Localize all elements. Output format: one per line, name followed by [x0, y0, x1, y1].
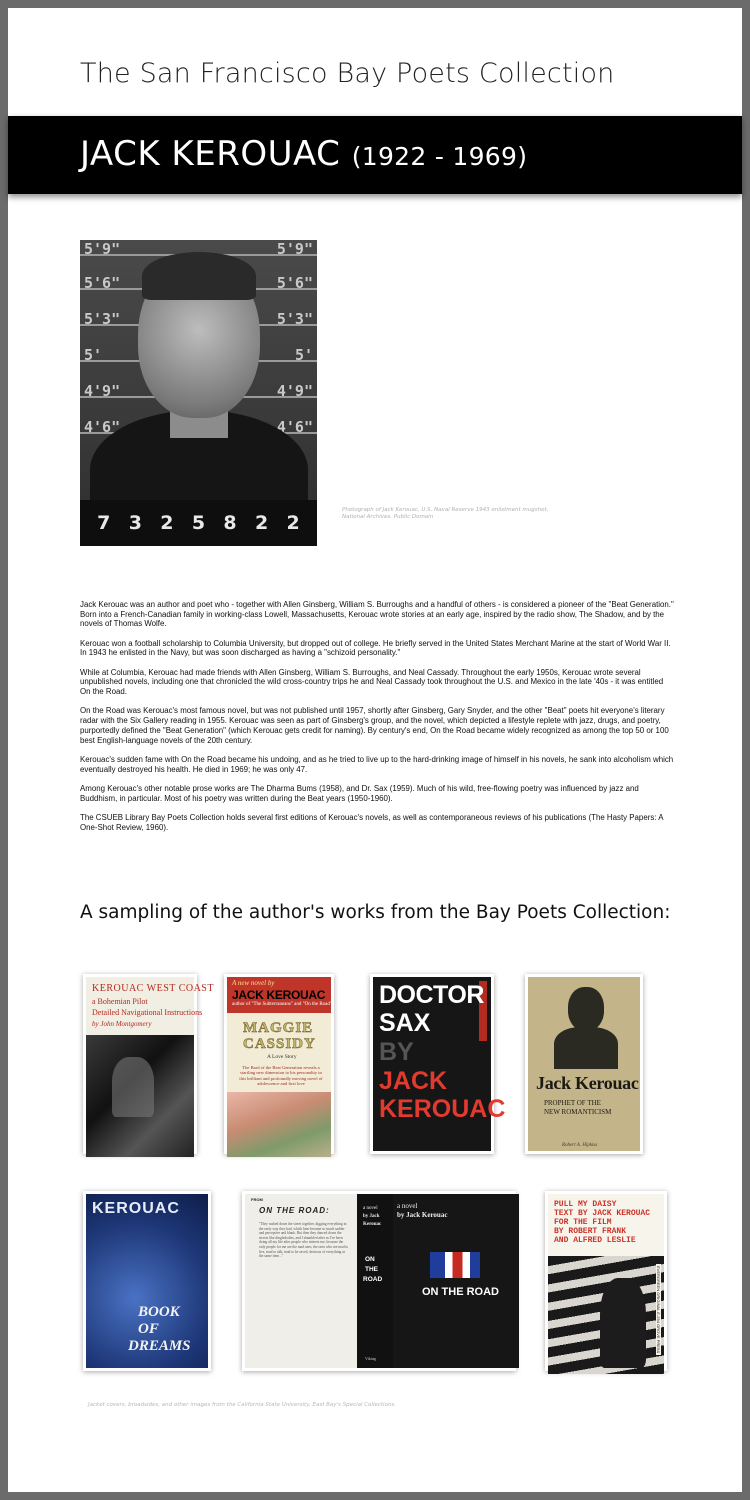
book-tagline: A new novel by	[232, 979, 275, 987]
ruler-mark: 4'6"	[276, 418, 313, 436]
photo-caption-line: National Archives. Public Domain	[342, 514, 434, 520]
bio-paragraph: Kerouac won a football scholarship to Columbia University, but dropped out of college. He briefly served in the United States Merchant Marine at the start of World War II. In 1943 he enlisted in the Navy, but was soon discharged as having a "schizoid personality."	[80, 638, 671, 658]
id-digit: 7	[97, 512, 111, 534]
book-title: OF	[138, 1321, 159, 1337]
back-excerpt: "They rushed down the street together, digging everything in the early way they had, which later became so much sadder and perceptive and blank. But then they danced down the streets like dingledodies, and I shambled after as I've been doing all my life after people who interest me, because the only people for me are the mad ones, the ones who are mad to live, mad to talk, mad to be saved, desirous of everything at the same time..."	[259, 1222, 349, 1259]
spine-title: ON	[365, 1256, 375, 1263]
back-label: FROM	[251, 1197, 263, 1202]
ruler-mark: 5'9"	[84, 240, 121, 258]
ruler-mark: 5'6"	[276, 274, 313, 292]
ruler-mark: 5'3"	[276, 310, 313, 328]
ruler-mark: 5'	[84, 346, 103, 364]
ruler-mark: 5'	[294, 346, 313, 364]
book-cover-kerouac-west-coast	[83, 974, 214, 1154]
bio-paragraph: While at Columbia, Kerouac had made friends with Allen Ginsberg, William S. Burroughs, and Neal Cassady. Throughout the early 1950s, Kerouac wrote several unpublished novels, including one that chronicled the wild cross-country trips he and Neal Cassady took throughout the U.S. and Mexico in the late '40s - it was entitled On the Road.	[80, 667, 664, 697]
book-author: KEROUAC	[379, 1095, 506, 1123]
ruler-mark: 4'9"	[84, 382, 121, 400]
book-cover-doctor-sax	[370, 974, 506, 1154]
book-author: Robert A. Hipkiss	[562, 1143, 598, 1148]
poster	[8, 8, 742, 1492]
book-credit: TEXT BY JACK KEROUAC	[554, 1209, 651, 1218]
id-plate	[80, 500, 317, 546]
author-heading	[80, 134, 527, 174]
book-title: DOCTOR	[379, 981, 484, 1009]
id-digit: 2	[254, 512, 269, 534]
book-credit: AND ALFRED LESLIE	[554, 1236, 636, 1245]
author-portrait	[80, 240, 317, 546]
book-cover-illustration	[554, 987, 618, 1069]
book-front	[393, 1194, 519, 1368]
book-cover-prophet	[525, 974, 643, 1154]
book-byline: BY	[379, 1038, 414, 1066]
id-digit: 2	[286, 512, 300, 534]
spine-title: ROAD	[363, 1276, 383, 1283]
book-cover-maggie-cassidy	[224, 974, 334, 1154]
flag-graphic	[430, 1252, 480, 1278]
book-title: Jack Kerouac	[536, 1073, 639, 1093]
ruler-mark: 5'9"	[276, 240, 313, 258]
book-cover-book-of-dreams	[83, 1191, 211, 1371]
photo-caption-line: Photograph of Jack Kerouac, U.S. Naval Reserve 1943 enlistment mugshot,	[342, 507, 549, 513]
bio-paragraph: Kerouac's sudden fame with On the Road became his undoing, and as he tried to live up to the hard-drinking image of himself in his novels, he sank into alcoholism which eventually destroyed his health. He died in 1969; he was only 47.	[80, 754, 674, 774]
book-author: JACK KEROUAC	[232, 988, 326, 1002]
author-banner	[8, 116, 742, 194]
author-name: JACK KEROUAC	[80, 134, 341, 174]
book-title: SAX	[379, 1009, 431, 1037]
book-subtitle: a Bohemian Pilot	[92, 997, 148, 1006]
book-title: CASSIDY	[243, 1036, 316, 1052]
id-digit: 2	[160, 512, 174, 534]
spine-text: a novel	[363, 1206, 378, 1211]
book-credit: FOR THE FILM	[554, 1218, 612, 1227]
book-subtitle: NEW ROMANTICISM	[544, 1108, 612, 1116]
book-cover-photo	[86, 1035, 194, 1157]
author-dates: (1922 - 1969)	[351, 142, 528, 171]
ruler-mark: 5'3"	[84, 310, 121, 328]
book-cover-art	[227, 1092, 331, 1157]
book-credit: BY ROBERT FRANK	[554, 1227, 627, 1236]
bio-paragraph: On the Road was Kerouac's most famous novel, but was not published until 1957, shortly after Ginsberg, Gary Snyder, and the other "Beat" poets hit everyone's literary radar with the Six Gallery reading in 1955. Kerouac was seen as part of Ginsberg's group, and the novel, which depicted a lifestyle replete with jazz, drugs, and poetry, purportedly defined the "Beat Generation" (which Kerouac gets credit for naming). By century's end, On the Road became widely recognized as among the top 50 or 100 best English-language novels of the 20th century.	[80, 706, 669, 745]
book-subtitle: Detailed Navigational Instructions	[92, 1008, 203, 1017]
front-title: ON THE ROAD	[422, 1286, 499, 1298]
book-cover-pull-my-daisy	[545, 1191, 667, 1371]
book-author: JACK	[379, 1067, 448, 1095]
ruler-mark: 4'6"	[84, 418, 121, 436]
footer-caption: Jacket covers, broadsides, and other images from the California State University, East Bay's Special Collections.	[88, 1402, 397, 1408]
book-title: BOOK	[138, 1304, 180, 1320]
book-author: by John Montgomery	[92, 1020, 152, 1028]
book-subtitle: PROPHET OF THE	[544, 1099, 601, 1107]
spine-title: THE	[365, 1266, 378, 1273]
book-spine-text: EVERGREEN ORIGINAL E-294 GROVE PRESS	[656, 1266, 661, 1354]
collection-title: The San Francisco Bay Poets Collection	[80, 58, 615, 89]
id-digit: 8	[223, 512, 237, 534]
book-title: PULL MY DAISY	[554, 1200, 617, 1209]
sampling-heading: A sampling of the author's works from the Bay Poets Collection:	[80, 902, 671, 923]
book-cover-photo	[548, 1256, 664, 1374]
id-digit: 5	[191, 512, 206, 534]
bio-paragraph: The CSUEB Library Bay Poets Collection holds several first editions of Kerouac's novels, as well as contemporaneous reviews of his publications (The Hasty Papers: A One-Shot Review, 1960).	[80, 812, 664, 832]
photo-caption	[342, 507, 562, 521]
book-subline: author of "The Subterraneans" and "On the Road"	[232, 1002, 332, 1007]
ruler-mark: 5'6"	[84, 274, 121, 292]
back-title: ON THE ROAD:	[259, 1206, 330, 1215]
biography	[80, 600, 674, 842]
book-title: DREAMS	[128, 1338, 191, 1354]
spine-publisher: Viking	[365, 1356, 376, 1361]
book-jacket-on-the-road	[242, 1191, 516, 1371]
book-title: KEROUAC WEST COAST	[92, 983, 214, 994]
book-subtitle: A Love Story	[267, 1054, 297, 1060]
id-digit: 3	[128, 512, 142, 534]
bio-paragraph: Jack Kerouac was an author and poet who - together with Allen Ginsberg, William S. Burroughs and a handful of others - is considered a pioneer of the "Beat Generation." Born into a French-Canadian family in working-class Lowell, Massachusetts, Kerouac wrote stories at an early age, inspired by the radio show, The Shadow, and by the novels of Thomas Wolfe.	[80, 600, 674, 629]
book-blurb: The Bard of the Beat Generation reveals a startling new dimension to his personality in this brilliant and profoundly moving novel of adolescence and first love	[239, 1065, 323, 1087]
book-author: KEROUAC	[92, 1200, 180, 1217]
bio-paragraph: Among Kerouac's other notable prose works are The Dharma Bums (1958), and Dr. Sax (1959). Much of his wild, free-flowing poetry was influenced by jazz and Buddhism, in particular. Most of his poetry was written during the Beat years (1950-1960).	[80, 783, 639, 803]
ruler-mark: 4'9"	[276, 382, 313, 400]
spine-text: by Jack	[363, 1214, 380, 1219]
spine-text: Kerouac	[363, 1222, 382, 1227]
front-author: by Jack Kerouac	[397, 1211, 448, 1219]
book-title: MAGGIE	[243, 1020, 314, 1036]
front-subtitle: a novel	[397, 1202, 418, 1210]
